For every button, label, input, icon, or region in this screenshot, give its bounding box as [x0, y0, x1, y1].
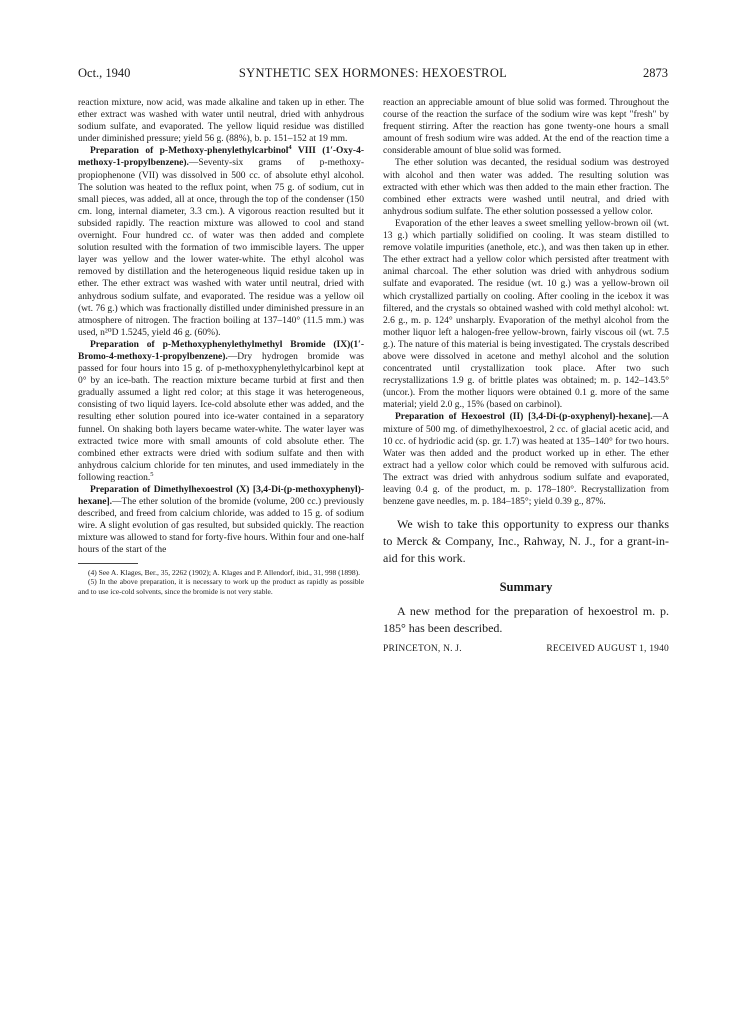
paragraph-bromide [78, 339, 364, 484]
issue-date: Oct., 1940 [78, 66, 131, 80]
paragraph-dimethylhexoestrol [78, 484, 364, 557]
paragraph: The ether solution was decanted, the residual sodium was destroyed with alcohol and then water was added. The resulting solution was extracted with ether which was then added to the main ether fraction. The combined ether extracts were washed until neutral, and dried with anhydrous sodium sulfate. The ether solution possessed a yellow color. [383, 158, 669, 217]
right-column [383, 97, 669, 655]
acknowledgment: We wish to take this opportunity to express our thanks to Merck & Company, Inc., Rahway, N. J., for a grant-in-aid for this work. [383, 517, 669, 566]
footnote-divider [78, 563, 138, 564]
received-date: RECEIVED AUGUST 1, 1940 [546, 644, 669, 655]
affiliation: PRINCETON, N. J. [383, 644, 462, 655]
section-heading: Preparation of p-Methoxyphenylethylmethyl Bromide (IX)(1′-Bromo-4-methoxy-1-propylbenzene). [78, 339, 364, 362]
left-column [78, 97, 364, 596]
paragraph-body: —Dry hydrogen bromide was passed for four hours into 15 g. of p-methoxyphenylethylcarbinol kept at 0° by an ice-bath. The reaction mixture became turbid at first and then gradually assumed a light red color; at this stage it was heterogeneous, consisting of two liquid layers. Ice-cold absolute ether was added, and the resulting ether solution poured into ice-water contained in a separatory funnel. On shaking both layers became water-white. The water layer was extracted twice more with small amounts of cold absolute ether. The combined ether extracts were dried with sodium sulfate and then with anhydrous calcium chloride for ten minutes, and used immediately in the following reaction. [78, 351, 364, 483]
paragraph: Evaporation of the ether leaves a sweet smelling yellow-brown oil (wt. 13 g.) which partially solidified on cooling. It was steam distilled to remove volatile impurities (anethole, etc.), and was then taken up in ether. The ether extract had a yellow color which persisted after treatment with animal charcoal. The ether solution was dried with anhydrous sodium sulfate and evaporated. The residue (wt. 10 g.) was a yellow-brown oil which crystallized partially on cooling. After cooling in the icebox it was filtered, and the crystals so obtained washed with cold methyl alcohol: wt. 2.6 g., m. p. 124° unsharply. Evaporation of the methyl alcohol from the mother liquor left a halogen-free yellow-brown, fairly viscous oil (wt. 7.5 g.). The nature of this material is being investigated. The crystals described above were dissolved in acetone and methyl alcohol and the solution concentrated until crystallization took place. After two such recrystallizations 1.9 g. of brittle plates was obtained; m. p. 142–143.5° (uncor.). From the mother liquors were obtained 0.1 g. more of the same material; yield 2.0 g., 15% (based on carbinol). [383, 218, 669, 411]
paragraph-hexoestrol [383, 411, 669, 508]
paragraph-body: —A mixture of 500 mg. of dimethylhexoestrol, 2 cc. of glacial acetic acid, and 10 cc. of hydriodic acid (sp. gr. 1.7) was heated at 135–140° for two hours. Water was then added and the product worked up in ether. The ether extract had a yellow color which could be removed with sulfurous acid. The extract was dried with anhydrous sodium sulfate and evaporated, leaving 0.4 g. of the product, m. p. 178–180°. Recrystallization from benzene gave needles, m. p. 184–185°; yield 0.39 g., 87%. [383, 412, 669, 508]
summary-heading: Summary [499, 580, 553, 595]
page-number: 2873 [643, 66, 668, 80]
footnote-ref: 5 [150, 470, 154, 478]
paragraph-methoxy-carbinol [78, 145, 364, 339]
section-heading: Preparation of p-Methoxy-phenylethylcarbinol$^4$ VIII (1′-Oxy-4-methoxy-1-propylbenzene). [78, 144, 364, 169]
paragraph-body: —The ether solution of the bromide (volume, 200 cc.) previously described, and freed from calcium chloride, was added to 15 g. of sodium wire. A slight evolution of gas resulted, but subsided quickly. The reaction mixture was allowed to stand for forty-five hours. Within four and one-half hours of the start of the [78, 497, 364, 556]
footnote: (5) In the above preparation, it is necessary to work up the product as rapidly as possible and to use ice-cold solvents, since the bromide is not very stable. [78, 577, 364, 596]
affiliation-line [383, 643, 669, 655]
paragraph: reaction an appreciable amount of blue solid was formed. Throughout the course of the reaction the surface of the sodium wire was kept "fresh" by frequent stirring. After the reaction has gone twenty-one hours a small amount of fresh sodium wire was added. At the end of the reaction time a considerable amount of blue solid was formed. [383, 98, 669, 157]
footnote: (4) See A. Klages, Ber., 35, 2262 (1902); A. Klages and P. Allendorf, ibid., 31, 998 (1898). [88, 567, 361, 577]
running-title: SYNTHETIC SEX HORMONES: HEXOESTROL [238, 66, 508, 80]
section-heading: Preparation of Hexoestrol (II) [3,4-Di-(p-oxyphenyl)-hexane]. [395, 412, 653, 423]
paragraph: reaction mixture, now acid, was made alkaline and taken up in ether. The ether extract was washed with water until neutral, dried with anhydrous sodium sulfate, and evaporated. The yellow liquid residue was distilled under diminished pressure; yield 56 g. (88%), b. p. 151–152 at 19 mm. [78, 98, 364, 145]
section-heading: Preparation of Dimethylhexoestrol (X) [3,4-Di-(p-methoxyphenyl)-hexane]. [78, 485, 364, 508]
paragraph-body: —Seventy-six grams of p-methoxy-propiophenone (VII) was dissolved in 500 cc. of absolute ethyl alcohol. The solution was heated to the reflux point, when 75 g. of sodium, cut in small pieces, was added, all at once, through the top of the condenser (150 cm. long, internal diameter, 3.3 cm.). A vigorous reaction resulted but it subsided rapidly. The reaction mixture was allowed to cool and stand overnight. Four hundred cc. of water was then added and complete solution resulted with the formation of two immiscible layers. The upper layer was yellow and the lower water-white. The ethyl alcohol was removed by distillation and the heterogeneous liquid residue taken up in ether. The ether extract was washed with water until neutral, dried with anhydrous sodium sulfate, and evaporated. The residue was a yellow oil (wt. 76 g.) which was fractionally distilled under diminished pressure in an atmosphere of nitrogen. The fraction boiling at 137–140° (11.5 mm.) was used, n²⁰D 1.5245, yield 46 g. (60%). [78, 158, 364, 338]
footnote-ref: 4 [288, 144, 292, 152]
summary-text: A new method for the preparation of hexoestrol m. p. 185° has been described. [383, 604, 669, 636]
running-header [78, 66, 668, 82]
